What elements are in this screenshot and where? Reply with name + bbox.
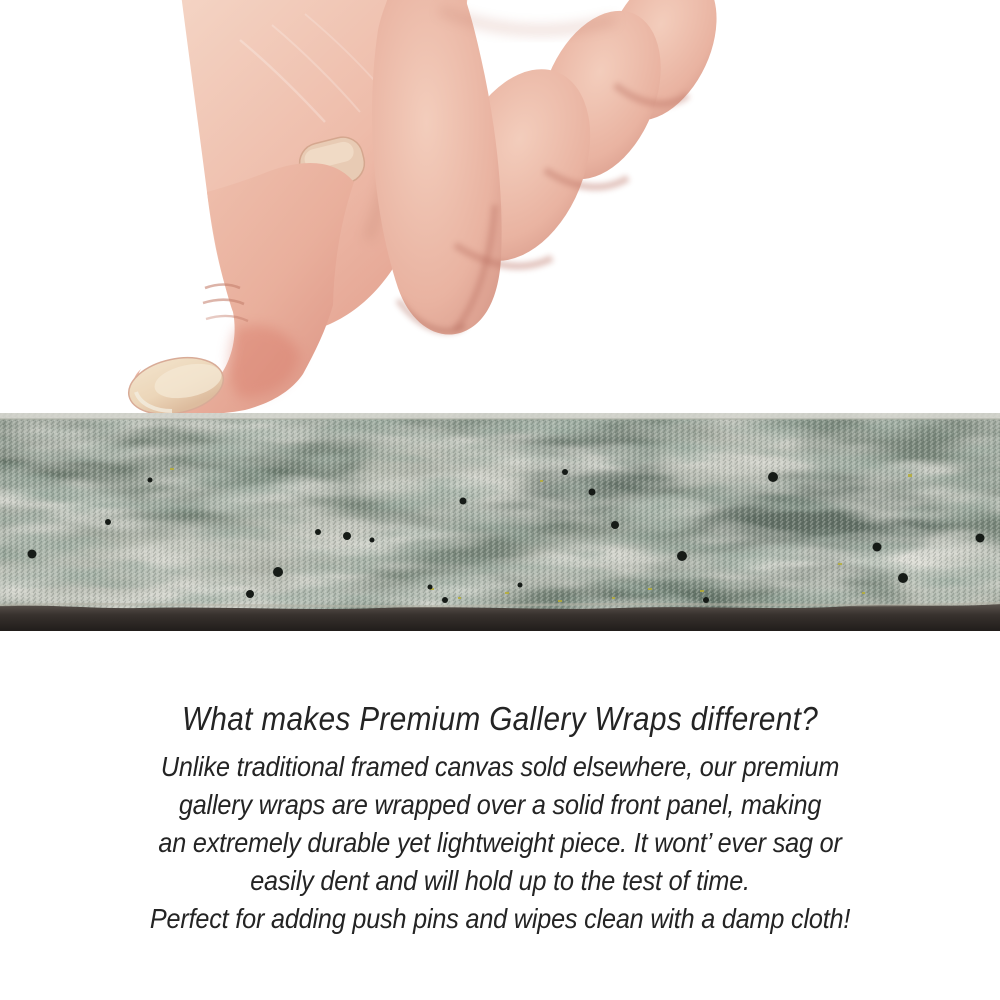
body-line-2: gallery wraps are wrapped over a solid front panel, making <box>178 789 822 820</box>
description-block <box>0 700 1000 938</box>
hand-thumb <box>123 163 354 422</box>
hand-pressing-photo <box>0 0 1000 432</box>
description-text <box>150 700 850 938</box>
body-line-4: easily dent and will hold up to the test of time. <box>250 865 750 896</box>
canvas-top-edge <box>0 413 1000 420</box>
heading: What makes Premium Gallery Wraps different? <box>181 700 819 737</box>
canvas-texture-strip <box>0 413 1000 631</box>
body-line-5: Perfect for adding push pins and wipes clean with a damp cloth! <box>149 903 851 934</box>
body-line-3: an extremely durable yet lightweight piece. It wont’ ever sag or <box>158 827 842 858</box>
body-line-1: Unlike traditional framed canvas sold elsewhere, our premium <box>160 751 840 782</box>
canvas-texture-layers <box>0 413 1000 631</box>
